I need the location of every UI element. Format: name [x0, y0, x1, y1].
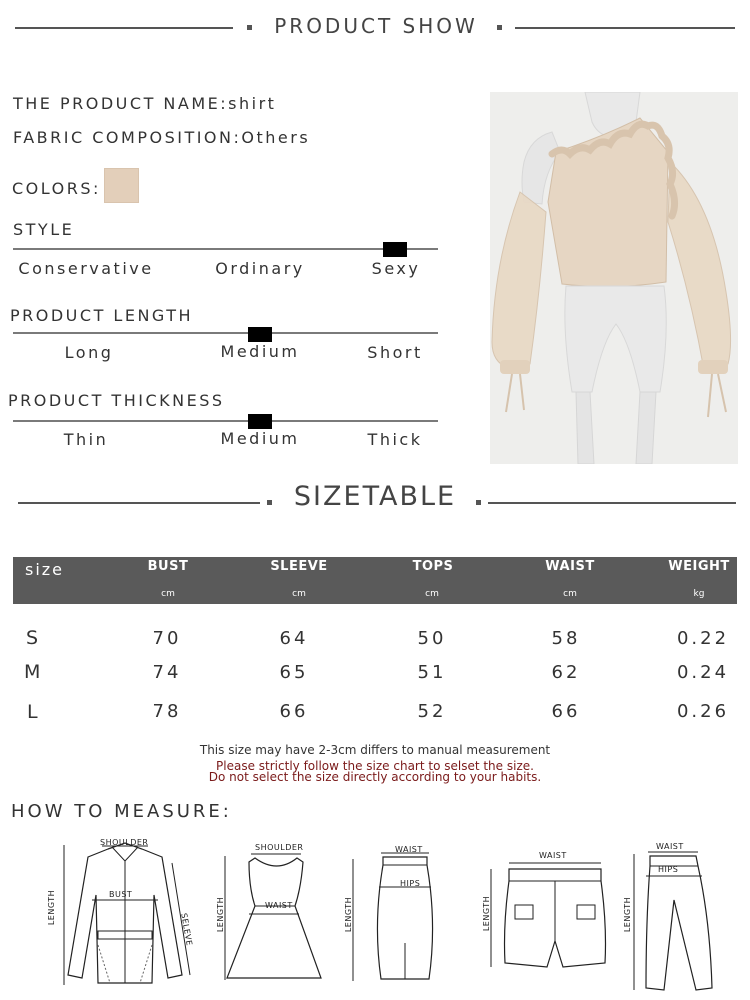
dress-diagram: [215, 840, 330, 990]
cell-s-waist: 58: [551, 628, 581, 649]
thickness-title: PRODUCT THICKNESS: [8, 391, 225, 410]
pants-hips-label: HIPS: [658, 865, 679, 874]
col-waist: WAIST: [545, 559, 595, 574]
size-warning-1: Please strictly follow the size chart to selset the size.: [216, 759, 534, 773]
sizetable-dot-left: [267, 500, 272, 505]
col-sleeve: SLEEVE: [270, 559, 328, 574]
skirt-waist-label: WAIST: [395, 845, 423, 854]
style-scale-line: [13, 248, 438, 250]
cell-s-sleeve: 64: [279, 628, 309, 649]
cell-s-weight: 0.22: [676, 628, 730, 649]
pants-waist-label: WAIST: [656, 842, 684, 851]
measurement-note: This size may have 2-3cm differs to manual measurement: [199, 743, 551, 757]
shorts-waist-label: WAIST: [539, 851, 567, 860]
dress-icon: [215, 840, 330, 990]
product-name-value: shirt: [228, 94, 277, 113]
size-header-label: size: [25, 560, 65, 579]
pants-length-label: LENGTH: [623, 896, 633, 933]
cell-l-bust: 78: [152, 701, 182, 722]
shirt-shoulder-label: SHOULDER: [100, 838, 149, 847]
thickness-scale-line: [13, 420, 438, 422]
length-scale-line: [13, 332, 438, 334]
fabric-label: FABRIC COMPOSITION:: [13, 128, 242, 147]
cell-m-sleeve: 65: [279, 662, 309, 683]
header-dot-right: [497, 25, 502, 30]
sizetable-title: SIZETABLE: [293, 481, 457, 512]
skirt-hips-label: HIPS: [400, 879, 421, 888]
cell-m-weight: 0.24: [676, 662, 730, 683]
unit-tops: cm: [425, 589, 439, 599]
cell-s-tops: 50: [417, 628, 447, 649]
shirt-length-label: LENGTH: [47, 889, 57, 926]
page-title: PRODUCT SHOW: [274, 14, 478, 38]
how-to-measure-title: HOW TO MEASURE:: [11, 801, 232, 822]
size-table-header: [13, 557, 737, 604]
dress-shoulder-label: SHOULDER: [255, 843, 304, 852]
color-swatch[interactable]: [104, 168, 139, 203]
product-name: [13, 94, 276, 113]
unit-waist: cm: [563, 589, 577, 599]
pants-diagram: [620, 840, 730, 995]
length-option-long: Long: [64, 343, 114, 362]
sizetable-dot-right: [476, 500, 481, 505]
unit-bust: cm: [161, 589, 175, 599]
dress-waist-label: WAIST: [265, 901, 293, 910]
sizetable-rule-right: [488, 502, 736, 504]
style-option-conservative: Conservative: [18, 259, 154, 278]
sizetable-rule-left: [18, 502, 260, 504]
col-tops: TOPS: [412, 559, 454, 574]
header-rule-left: [15, 27, 233, 29]
style-option-sexy: Sexy: [371, 259, 421, 278]
size-warning-2: Do not select the size directly according to your habits.: [208, 770, 542, 784]
shirt-diagram: [47, 835, 200, 990]
shirt-sleeve-label: SELEVE: [179, 912, 194, 947]
length-scale-marker: [248, 327, 272, 342]
thickness-option-thick: Thick: [367, 430, 423, 449]
thickness-option-thin: Thin: [63, 430, 109, 449]
header-rule-right: [515, 27, 735, 29]
cell-l-waist: 66: [551, 701, 581, 722]
shorts-diagram: [475, 845, 615, 975]
header-dot-left: [247, 25, 252, 30]
thickness-scale-marker: [248, 414, 272, 429]
row-size-s: S: [26, 627, 39, 649]
cell-s-bust: 70: [152, 628, 182, 649]
dress-length-label: LENGTH: [216, 896, 226, 933]
col-weight: WEIGHT: [668, 559, 730, 574]
shorts-length-label: LENGTH: [482, 895, 492, 932]
style-scale-marker: [383, 242, 407, 257]
product-name-label: THE PRODUCT NAME:: [13, 94, 229, 113]
fabric-composition: [13, 128, 310, 147]
cell-m-tops: 51: [417, 662, 447, 683]
length-title: PRODUCT LENGTH: [10, 306, 194, 325]
skirt-icon: [345, 843, 445, 988]
thickness-option-medium: Medium: [220, 429, 300, 448]
blouse-mannequin-icon: [490, 92, 738, 464]
cell-l-sleeve: 66: [279, 701, 309, 722]
cell-l-tops: 52: [417, 701, 447, 722]
cell-m-waist: 62: [551, 662, 581, 683]
cell-l-weight: 0.26: [676, 701, 730, 722]
skirt-diagram: [345, 843, 445, 988]
length-option-medium: Medium: [220, 342, 300, 361]
skirt-length-label: LENGTH: [344, 896, 354, 933]
unit-sleeve: cm: [292, 589, 306, 599]
length-option-short: Short: [367, 343, 423, 362]
product-photo: [490, 92, 738, 464]
shorts-icon: [475, 845, 615, 975]
row-size-m: M: [24, 661, 41, 683]
pants-icon: [620, 840, 730, 995]
fabric-value: Others: [241, 128, 311, 147]
row-size-l: L: [27, 701, 38, 723]
unit-weight: kg: [693, 589, 705, 599]
cell-m-bust: 74: [152, 662, 182, 683]
style-title: STYLE: [13, 220, 75, 239]
colors-label: COLORS:: [12, 179, 101, 198]
shirt-icon: [50, 835, 200, 990]
col-bust: BUST: [147, 559, 189, 574]
style-option-ordinary: Ordinary: [215, 259, 305, 278]
shirt-bust-label: BUST: [109, 890, 133, 899]
